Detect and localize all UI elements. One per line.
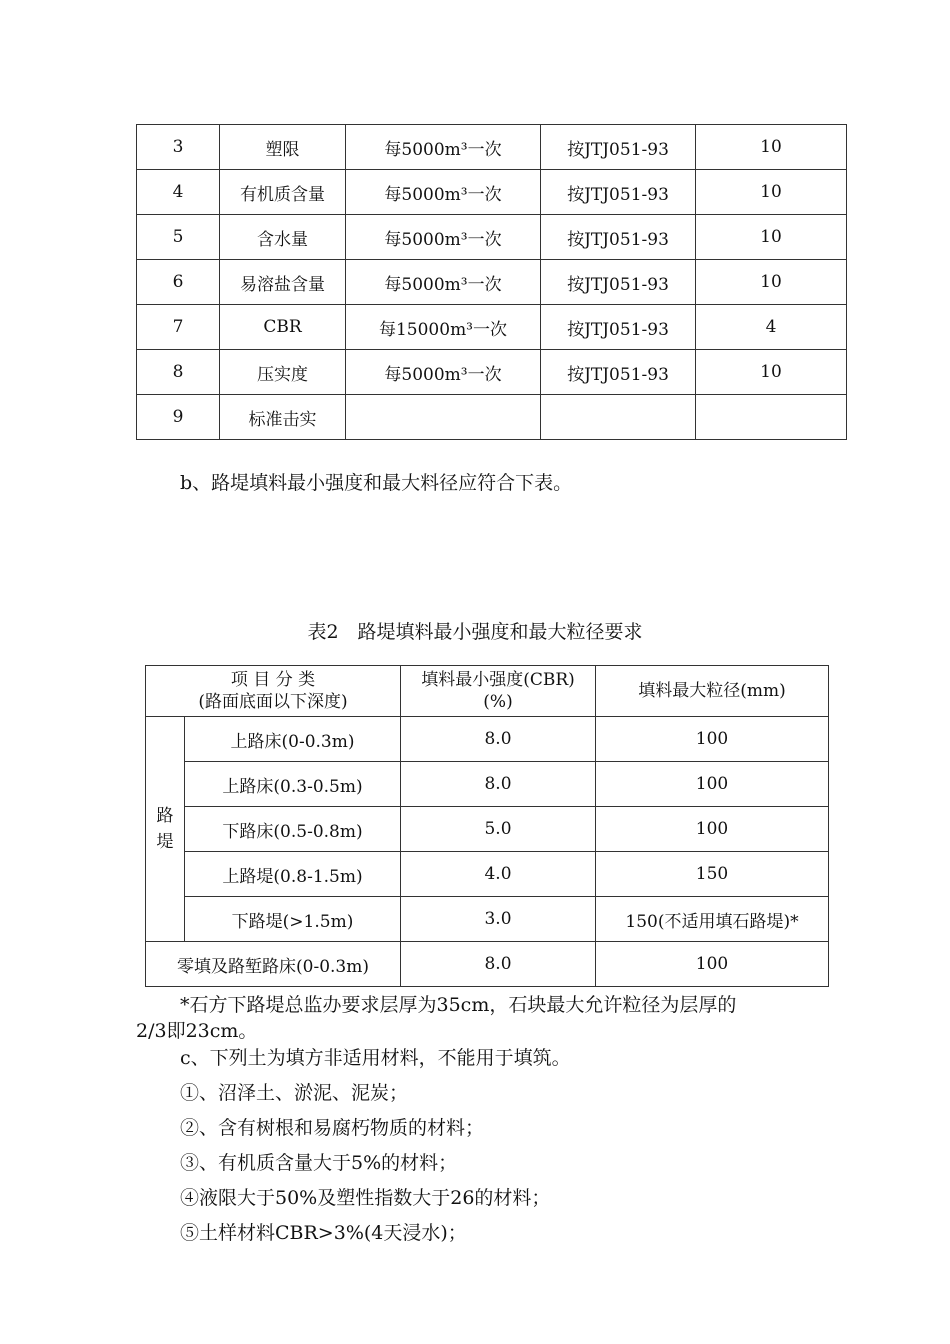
cell-method: 按JTJ051-93 <box>541 350 696 395</box>
table-row <box>137 215 847 260</box>
cell-item: 有机质含量 <box>220 170 346 215</box>
table-row <box>146 852 829 897</box>
list-item: ①、沼泽土、淤泥、泥炭； <box>180 1082 409 1104</box>
table-row <box>137 125 847 170</box>
cell-no: 6 <box>137 260 220 305</box>
table-row <box>137 395 847 440</box>
cell-cbr: 5.0 <box>401 807 596 852</box>
cell-count: 10 <box>696 215 847 260</box>
cell-no: 8 <box>137 350 220 395</box>
note-line-2: 2/3即23cm。 <box>136 1020 258 1042</box>
header-min-strength: 填料最小强度(CBR) (%) <box>401 666 596 717</box>
cell-no: 7 <box>137 305 220 350</box>
cell-method: 按JTJ051-93 <box>541 305 696 350</box>
cell-method: 按JTJ051-93 <box>541 125 696 170</box>
table-row <box>137 170 847 215</box>
table-row <box>137 350 847 395</box>
note-line-1: *石方下路堤总监办要求层厚为35cm，石块最大允许粒径为层厚的 <box>180 994 737 1016</box>
paragraph-b: b、路堤填料最小强度和最大料径应符合下表。 <box>180 472 573 494</box>
header-max-size: 填料最大粒径(mm) <box>596 666 829 717</box>
list-item: ③、有机质含量大于5%的材料； <box>180 1152 458 1174</box>
cell-item: 上路床(0.3-0.5m) <box>185 762 401 807</box>
cell-freq: 每5000m³一次 <box>346 350 541 395</box>
table-row <box>146 807 829 852</box>
cell-item: CBR <box>220 305 346 350</box>
cell-method: 按JTJ051-93 <box>541 260 696 305</box>
cell-freq: 每5000m³一次 <box>346 125 541 170</box>
table2-caption: 表2 路堤填料最小强度和最大粒径要求 <box>307 621 643 643</box>
cell-size: 100 <box>596 807 829 852</box>
list-item: ⑤土样材料CBR>3%(4天浸水)； <box>180 1222 467 1244</box>
cell-cbr: 8.0 <box>401 717 596 762</box>
fill-requirements-table <box>145 665 829 987</box>
cell-cbr: 3.0 <box>401 897 596 942</box>
cell-method: 按JTJ051-93 <box>541 170 696 215</box>
cell-size: 100 <box>596 942 829 987</box>
cell-size: 100 <box>596 762 829 807</box>
cell-item: 上路床(0-0.3m) <box>185 717 401 762</box>
cell-no: 9 <box>137 395 220 440</box>
table-row <box>137 305 847 350</box>
cell-count: 4 <box>696 305 847 350</box>
cell-item: 压实度 <box>220 350 346 395</box>
cell-freq: 每15000m³一次 <box>346 305 541 350</box>
table-row <box>146 762 829 807</box>
table-row <box>146 717 829 762</box>
cell-cbr: 8.0 <box>401 942 596 987</box>
cell-cbr: 8.0 <box>401 762 596 807</box>
cell-item: 上路堤(0.8-1.5m) <box>185 852 401 897</box>
cell-cbr: 4.0 <box>401 852 596 897</box>
cell-freq: 每5000m³一次 <box>346 170 541 215</box>
cell-item: 标准击实 <box>220 395 346 440</box>
cell-item: 含水量 <box>220 215 346 260</box>
cell-item: 零填及路堑路床(0-0.3m) <box>146 942 401 987</box>
cell-count: 10 <box>696 260 847 305</box>
cell-size: 150 <box>596 852 829 897</box>
paragraph-c: c、下列土为填方非适用材料，不能用于填筑。 <box>180 1047 571 1069</box>
cell-size: 150(不适用填石路堤)* <box>596 897 829 942</box>
list-item: ②、含有树根和易腐朽物质的材料； <box>180 1117 485 1139</box>
cell-item: 塑限 <box>220 125 346 170</box>
cell-count: 10 <box>696 350 847 395</box>
cell-count: 10 <box>696 125 847 170</box>
inspection-table-body <box>137 125 847 440</box>
cell-item: 下路床(0.5-0.8m) <box>185 807 401 852</box>
cell-freq: 每5000m³一次 <box>346 260 541 305</box>
cell-freq <box>346 395 541 440</box>
group-label-embankment: 路 堤 <box>146 717 185 942</box>
cell-no: 4 <box>137 170 220 215</box>
list-item: ④液限大于50%及塑性指数大于26的材料； <box>180 1187 551 1209</box>
table-row-last <box>146 942 829 987</box>
table-row <box>146 897 829 942</box>
cell-method <box>541 395 696 440</box>
cell-method: 按JTJ051-93 <box>541 215 696 260</box>
cell-count: 10 <box>696 170 847 215</box>
cell-count <box>696 395 847 440</box>
cell-size: 100 <box>596 717 829 762</box>
header-category: 项 目 分 类 (路面底面以下深度) <box>146 666 401 717</box>
table-row <box>137 260 847 305</box>
cell-no: 5 <box>137 215 220 260</box>
cell-freq: 每5000m³一次 <box>346 215 541 260</box>
cell-no: 3 <box>137 125 220 170</box>
table2-header-row <box>146 666 829 717</box>
cell-item: 下路堤(>1.5m) <box>185 897 401 942</box>
cell-item: 易溶盐含量 <box>220 260 346 305</box>
inspection-table <box>136 124 847 440</box>
